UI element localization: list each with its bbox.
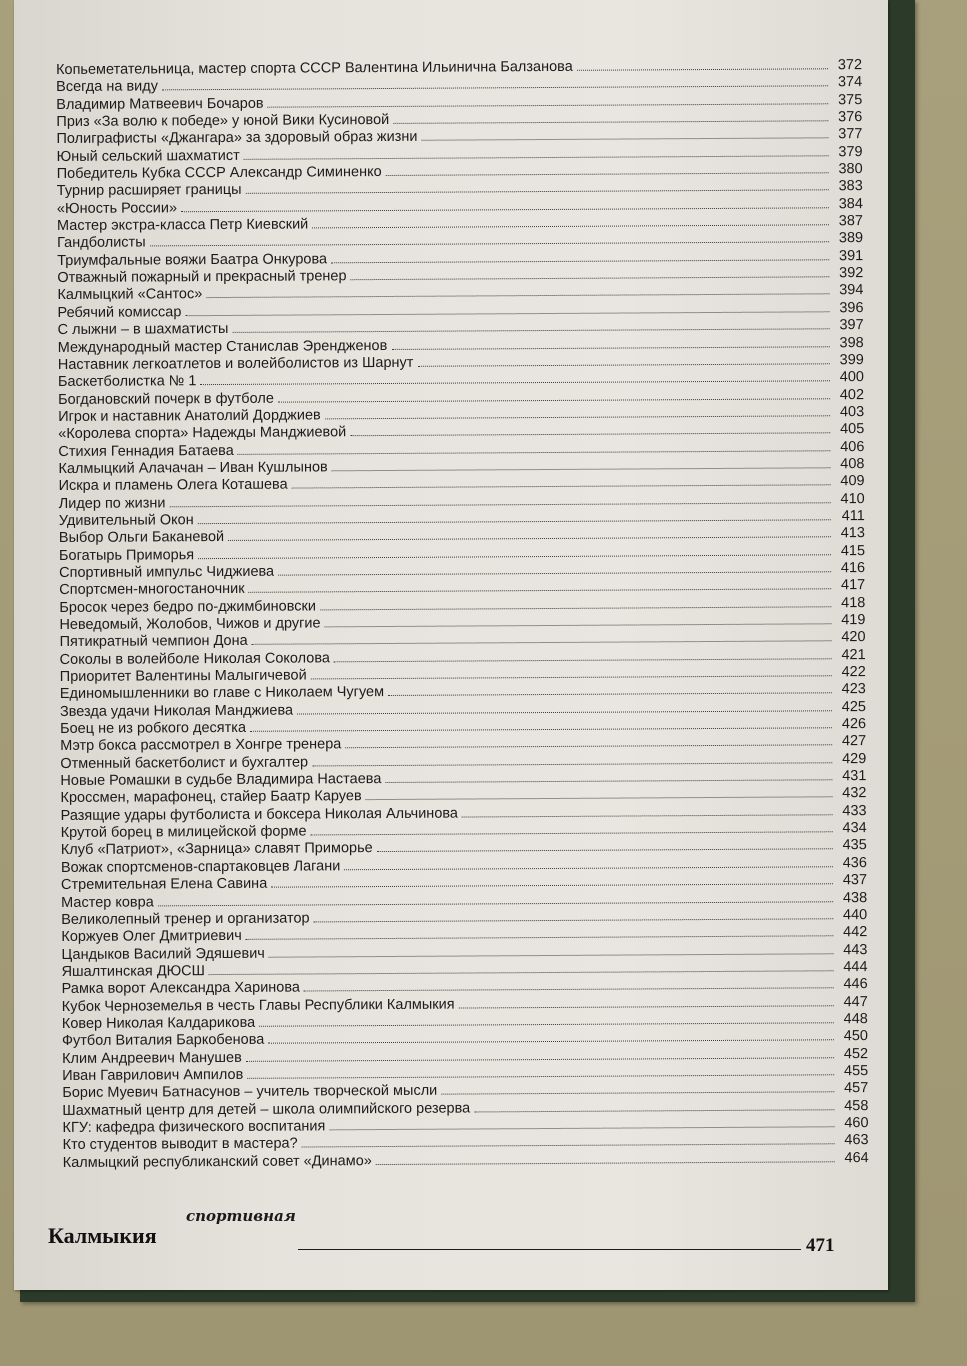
dot-leader [278, 570, 831, 575]
dot-leader [388, 692, 832, 697]
dot-leader [232, 327, 829, 333]
dot-leader [292, 484, 831, 489]
dot-leader [304, 986, 834, 991]
dot-leader [181, 206, 829, 212]
entry-title: Удивительный Окон [58, 512, 194, 529]
entry-page-number: 444 [843, 958, 868, 976]
entry-page-number: 408 [840, 455, 865, 473]
entry-page-number: 377 [838, 126, 863, 143]
dot-leader [350, 431, 830, 436]
entry-title: Турнир расширяет границы [56, 182, 242, 200]
entry-title: Всегда на виду [56, 78, 158, 96]
entry-title: Великолепный тренер и организатор [61, 910, 310, 928]
entry-page-number: 400 [839, 369, 864, 386]
dot-leader [209, 969, 834, 975]
entry-page-number: 442 [843, 924, 868, 941]
dot-leader [459, 1004, 834, 1008]
entry-page-number: 376 [838, 109, 863, 126]
dot-leader [246, 934, 834, 940]
entry-page-number: 384 [838, 195, 863, 212]
entry-title: Вожак спортсменов-спартаковцев Лагани [60, 858, 341, 876]
entry-title: Спортивный импульс Чиджиева [59, 563, 275, 581]
dot-leader [329, 1125, 834, 1130]
entry-page-number: 463 [844, 1132, 869, 1149]
dot-leader [244, 154, 829, 160]
entry-page-number: 440 [842, 906, 868, 924]
entry-page-number: 391 [838, 247, 864, 265]
entry-page-number: 448 [843, 1010, 868, 1028]
entry-title: Мастер экстра-класса Петр Киевский [56, 216, 309, 235]
book-page [14, 0, 888, 1290]
entry-title: Калмыцкий Алачачан – Иван Кушлынов [58, 459, 328, 477]
entry-title: Клим Андреевич Манушев [62, 1049, 242, 1067]
entry-page-number: 455 [843, 1062, 869, 1080]
dot-leader [377, 848, 833, 853]
entry-page-number: 416 [840, 560, 866, 577]
dot-leader [238, 449, 831, 455]
dot-leader [577, 67, 828, 71]
entry-title: Коржуев Олег Дмитриевич [61, 928, 242, 946]
dot-leader [278, 397, 830, 402]
dot-leader [334, 657, 832, 662]
dot-leader [247, 1073, 834, 1079]
entry-page-number: 409 [840, 473, 865, 490]
entry-title: Копьеметательница, мастер спорта СССР Валентина Ильинична Балзанова [56, 58, 573, 78]
entry-page-number: 415 [840, 542, 866, 559]
entry-page-number: 387 [838, 213, 864, 230]
entry-title: Богатырь Приморья [58, 546, 195, 564]
entry-page-number: 420 [841, 629, 866, 646]
toc-entry [63, 1150, 869, 1172]
entry-page-number: 379 [838, 143, 863, 160]
dot-leader [162, 85, 828, 91]
logo-title: Калмыкия [48, 1223, 157, 1248]
dot-leader [366, 796, 833, 801]
entry-page-number: 422 [841, 664, 866, 681]
entry-title: Приз «За волю к победе» у юной Вики Кусиновой [56, 111, 390, 131]
entry-title: Футбол Виталия Баркобенова [61, 1031, 265, 1050]
entry-title: Стихия Геннадия Батаева [58, 442, 234, 460]
dot-leader [302, 1143, 835, 1148]
entry-page-number: 452 [843, 1045, 869, 1062]
entry-title: Наставник легкоатлетов и волейболистов из Шарнут [57, 354, 414, 373]
dot-leader [312, 761, 832, 766]
dot-leader [268, 102, 829, 107]
dot-leader [249, 588, 832, 594]
entry-title: Клуб «Патриот», «Зарница» славят Приморье [60, 840, 373, 859]
entry-title: Полиграфисты «Джангара» за здоровый образ жизни [56, 129, 418, 148]
page-number: 471 [806, 1235, 835, 1256]
page-footer [48, 1205, 848, 1265]
entry-title: Международный мастер Станислав Эрендженов [57, 337, 388, 356]
dot-leader [344, 865, 833, 870]
dot-leader [345, 744, 832, 749]
entry-title: Победитель Кубка СССР Александр Симиненко [56, 164, 382, 183]
entry-title: Бросок через бедро по-джимбиновски [59, 598, 317, 616]
entry-title: Рамка ворот Александра Харинова [61, 979, 300, 998]
dot-leader [269, 952, 834, 957]
dot-leader [169, 501, 830, 507]
entry-title: Соколы в волейболе Николая Соколова [59, 650, 330, 668]
entry-title: Борис Муевич Батнасунов – учитель творческой мысли [62, 1082, 438, 1102]
entry-page-number: 431 [842, 768, 867, 785]
entry-page-number: 417 [840, 577, 866, 594]
entry-page-number: 443 [843, 941, 868, 958]
entry-title: КГУ: кафедра физического воспитания [62, 1118, 326, 1136]
entry-page-number: 399 [839, 351, 864, 369]
dot-leader [376, 1160, 835, 1165]
dot-leader [331, 258, 829, 263]
entry-page-number: 447 [843, 993, 868, 1010]
entry-page-number: 423 [841, 681, 866, 698]
dot-leader [314, 917, 834, 922]
entry-title: Единомышленники во главе с Николаем Чугуем [59, 684, 385, 703]
entry-title: Мэтр бокса рассмотрел в Хонгре тренера [60, 736, 342, 755]
entry-page-number: 426 [841, 716, 867, 733]
dot-leader [198, 553, 831, 559]
dot-leader [325, 622, 832, 627]
entry-page-number: 406 [840, 438, 865, 455]
dot-leader [185, 310, 829, 316]
entry-title: Стремительная Елена Савина [60, 875, 268, 894]
entry-title: Кубок Черноземелья в честь Главы Республики Калмыкия [61, 996, 455, 1015]
entry-title: Кто студентов выводит в мастера? [62, 1135, 298, 1154]
entry-page-number: 411 [841, 508, 865, 525]
entry-page-number: 372 [837, 57, 863, 74]
dot-leader [259, 1021, 834, 1027]
entry-title: «Юность России» [56, 200, 178, 217]
entry-title: Шахматный центр для детей – школа олимпийского резерва [62, 1100, 471, 1119]
entry-title: Владимир Матвеевич Бочаров [56, 95, 264, 113]
entry-title: Отменный баскетболист и бухгалтер [60, 754, 309, 772]
entry-page-number: 403 [839, 403, 865, 421]
entry-page-number: 432 [842, 785, 867, 802]
dot-leader [200, 379, 830, 385]
entry-title: Отважный пожарный и прекрасный тренер [57, 268, 347, 287]
entry-title: Лидер по жизни [58, 494, 166, 512]
entry-page-number: 434 [842, 820, 867, 837]
dot-leader [385, 778, 832, 783]
entry-page-number: 397 [839, 317, 864, 334]
dot-leader [252, 640, 832, 646]
entry-title: Разящие удары футболиста и боксера Николая Альчинова [60, 805, 459, 824]
dot-leader [150, 241, 829, 247]
entry-page-number: 405 [840, 421, 865, 438]
entry-page-number: 410 [840, 490, 865, 507]
entry-page-number: 438 [842, 889, 868, 906]
dot-leader [462, 813, 833, 817]
entry-title: Звезда удачи Николая Манджиева [59, 702, 294, 720]
dot-leader [311, 674, 832, 679]
entry-page-number: 419 [841, 612, 866, 629]
entry-page-number: 421 [841, 646, 866, 663]
entry-title: Богдановский почерк в футболе [58, 390, 274, 408]
entry-page-number: 374 [837, 74, 863, 91]
dot-leader [351, 275, 830, 280]
entry-title: Новые Ромашки в судьбе Владимира Настаева [60, 771, 382, 790]
dot-leader [417, 362, 829, 367]
entry-title: С лыжни – в шахматисты [57, 321, 229, 339]
entry-title: Игрок и наставник Анатолий Дорджиев [58, 407, 321, 425]
entry-page-number: 464 [844, 1149, 869, 1166]
dot-leader [474, 1108, 834, 1112]
entry-page-number: 396 [839, 299, 864, 317]
dot-leader [158, 900, 833, 906]
entry-page-number: 413 [840, 525, 865, 542]
entry-page-number: 458 [844, 1097, 869, 1114]
dot-leader [246, 1056, 834, 1062]
entry-title: Спортсмен-многостаночник [59, 581, 245, 599]
entry-page-number: 460 [844, 1115, 869, 1132]
dot-leader [421, 137, 828, 141]
entry-title: Юный сельский шахматист [56, 147, 240, 165]
entry-title: Яшалтинская ДЮСШ [61, 962, 205, 980]
dot-leader [386, 171, 829, 176]
entry-title: Приоритет Валентины Малыгичевой [59, 667, 307, 686]
entry-title: Иван Гаврилович Ампилов [62, 1066, 244, 1084]
dot-leader [391, 345, 829, 350]
dot-leader [441, 1091, 834, 1095]
entry-title: Триумфальные вояжи Баатра Онкурова [57, 251, 328, 269]
entry-page-number: 425 [841, 698, 867, 715]
entry-title: Баскетболистка № 1 [57, 373, 197, 391]
dot-leader [250, 726, 832, 732]
entry-page-number: 398 [839, 334, 864, 351]
entry-page-number: 392 [839, 265, 864, 282]
entry-title: Искра и пламень Олега Коташева [58, 476, 288, 495]
table-of-contents [56, 57, 869, 1185]
entry-title: Ковер Николая Калдарикова [61, 1014, 256, 1032]
entry-page-number: 383 [838, 178, 863, 195]
dot-leader [325, 414, 830, 419]
dot-leader [320, 605, 831, 610]
entry-title: Калмыцкий «Сантос» [57, 286, 203, 304]
entry-title: Цандыков Василий Эдяшевич [61, 945, 265, 963]
entry-page-number: 457 [844, 1080, 869, 1097]
entry-title: Ребячий комиссар [57, 304, 182, 321]
entry-title: Калмыцкий республиканский совет «Динамо» [62, 1152, 372, 1171]
footer-rule [298, 1249, 801, 1250]
dot-leader [268, 1039, 834, 1044]
dot-leader [311, 830, 833, 835]
entry-title: Гандболисты [57, 234, 146, 252]
dot-leader [198, 518, 831, 524]
entry-title: Пятикратный чемпион Дона [59, 633, 248, 651]
dot-leader [206, 293, 829, 299]
dot-leader [312, 223, 829, 228]
entry-page-number: 389 [838, 230, 864, 247]
dot-leader [332, 466, 831, 471]
dot-leader [393, 119, 828, 124]
entry-page-number: 437 [842, 872, 868, 889]
dot-leader [271, 882, 833, 887]
logo-subtitle: спортивная [186, 1207, 296, 1225]
entry-title: Крутой борец в милицейской форме [60, 823, 307, 842]
entry-page-number: 394 [839, 282, 864, 299]
entry-page-number: 450 [843, 1028, 869, 1045]
dot-leader [297, 709, 832, 714]
entry-page-number: 402 [839, 386, 865, 403]
dot-leader [246, 189, 829, 195]
dot-leader [228, 536, 831, 542]
entry-page-number: 435 [842, 837, 867, 854]
entry-page-number: 418 [841, 594, 866, 611]
entry-page-number: 433 [842, 802, 867, 819]
entry-title: Выбор Ольги Баканевой [58, 529, 225, 547]
entry-page-number: 436 [842, 854, 867, 872]
entry-page-number: 380 [838, 161, 863, 178]
entry-page-number: 429 [842, 750, 867, 767]
entry-title: «Королева спорта» Надежды Манджиевой [58, 424, 347, 443]
entry-title: Боец не из робкого десятка [60, 719, 247, 738]
entry-page-number: 446 [843, 976, 868, 993]
entry-title: Неведомый, Жолобов, Чижов и другие [59, 615, 321, 633]
entry-page-number: 375 [837, 91, 863, 108]
entry-page-number: 427 [841, 733, 867, 750]
entry-title: Кроссмен, марафонец, стайер Баатр Каруев [60, 788, 362, 807]
entry-title: Мастер ковра [61, 893, 154, 911]
